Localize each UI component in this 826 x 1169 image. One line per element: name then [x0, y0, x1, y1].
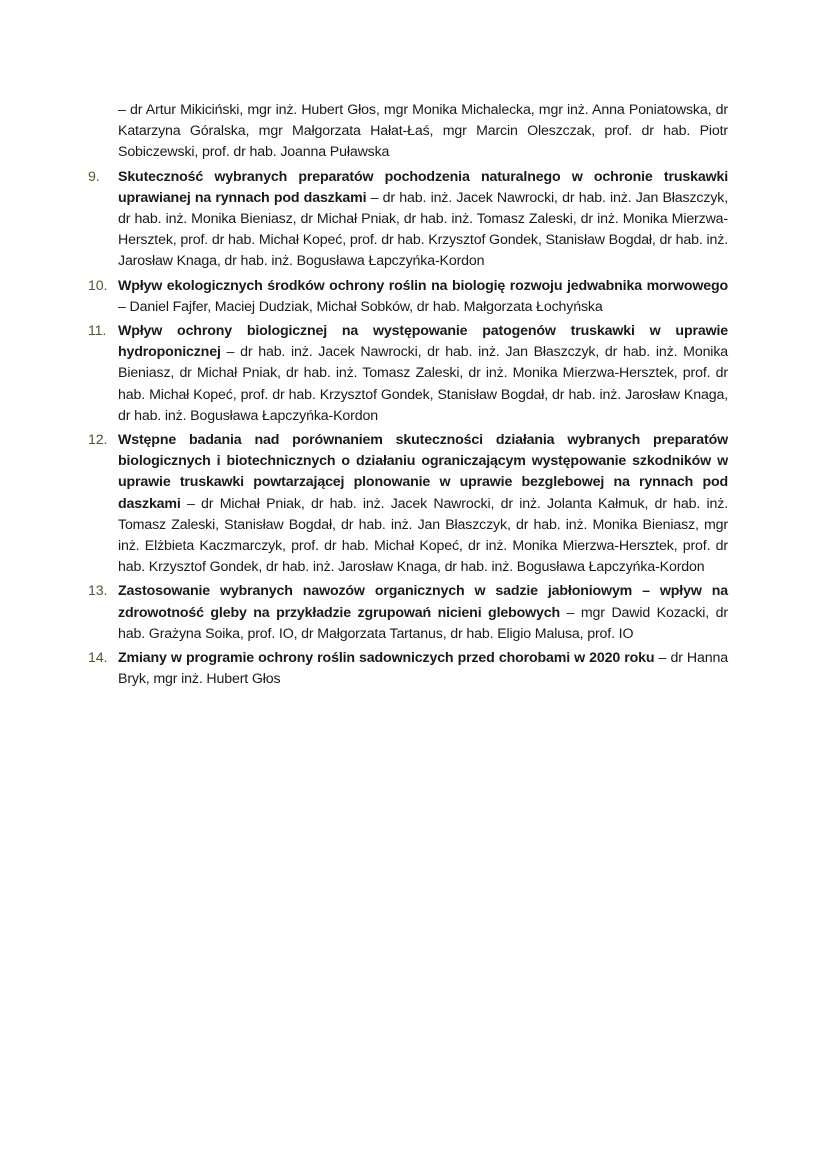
- item-authors: – dr Hanna Bryk, mgr inż. Hubert Głos: [118, 650, 728, 688]
- list-item: [88, 430, 728, 578]
- list-item: [88, 581, 728, 645]
- item-number: 13.: [88, 583, 108, 600]
- list-item: [88, 648, 728, 690]
- item-title: Wpływ ochrony biologicznej na występowanie patogenów truskawki w uprawie hydroponicznej: [118, 323, 728, 361]
- item-authors: – dr hab. inż. Jacek Nawrocki, dr hab. inż. Jan Błaszczyk, dr hab. inż. Monika Bieniasz, dr Michał Pniak, dr hab. inż. Tomasz Zaleski, dr inż. Monika Mierzwa-Hersztek, prof. dr hab. Michał Kopeć, prof. dr hab. Krzysztof Gondek, Stanisław Bogdał, dr hab. inż. Jarosław Knaga, dr hab. inż. Bogusława Łapczyńka-Kordon: [118, 344, 728, 424]
- presentation-list: [88, 100, 728, 693]
- item-authors: – mgr Dawid Kozacki, dr hab. Grażyna Soika, prof. IO, dr Małgorzata Tartanus, dr hab. Eligio Malusa, prof. IO: [118, 604, 728, 642]
- item-authors: – dr hab. inż. Jacek Nawrocki, dr hab. inż. Jan Błaszczyk, dr hab. inż. Monika Bieniasz, dr Michał Pniak, dr hab. inż. Tomasz Zaleski, dr inż. Monika Mierzwa-Hersztek, prof. dr hab. Michał Kopeć, prof. dr hab. Krzysztof Gondek, Stanisław Bogdał, dr hab. inż. Jarosław Knaga, dr hab. inż. Bogusława Łapczyńka-Kordon: [118, 189, 728, 270]
- item-title: Zastosowanie wybranych nawozów organicznych w sadzie jabłoniowym – wpływ na zdrowotność gleby na przykładzie zgrupowań nicieni glebowych: [118, 583, 728, 621]
- item-authors: – dr Michał Pniak, dr hab. inż. Jacek Nawrocki, dr inż. Jolanta Kałmuk, dr hab. inż. Tomasz Zaleski, Stanisław Bogdał, dr hab. inż. Jan Błaszczyk, dr hab. inż. Monika Bieniasz, mgr inż. Elżbieta Kaczmarczyk, prof. dr hab. Michał Kopeć, dr inż. Monika Mierzwa-Hersztek, prof. dr hab. Krzysztof Gondek, dr hab. inż. Jarosław Knaga, dr hab. inż. Bogusława Łapczyńka-Kordon: [118, 495, 728, 576]
- list-item: [88, 321, 728, 427]
- item-number: 14.: [88, 650, 108, 667]
- list-item: [88, 276, 728, 318]
- item-title: Wstępne badania nad porównaniem skuteczności działania wybranych preparatów biologicznych i biotechnicznych o działaniu ograniczającym występowanie szkodników w uprawie truskawki powtarzającej plonowanie w uprawie bezglebowej na rynnach pod daszkami: [118, 432, 728, 512]
- item-number: 12.: [88, 432, 108, 449]
- item-title: Zmiany w programie ochrony roślin sadowniczych przed chorobami w 2020 roku: [118, 650, 655, 667]
- item-authors: – Daniel Fajfer, Maciej Dudziak, Michał Sobków, dr hab. Małgorzata Łochyńska: [118, 298, 603, 315]
- continued-authors: – dr Artur Mikiciński, mgr inż. Hubert Głos, mgr Monika Michalecka, mgr inż. Anna Poniatowska, dr Katarzyna Góralska, mgr Małgorzata Hałat-Łaś, mgr Marcin Oleszczak, prof. dr hab. Piotr Sobiczewski, prof. dr hab. Joanna Puławska: [118, 102, 728, 161]
- item-number: 10.: [88, 277, 108, 294]
- item-title: Wpływ ekologicznych środków ochrony roślin na biologię rozwoju jedwabnika morwowego: [118, 277, 728, 294]
- list-item: [88, 167, 728, 273]
- item-number: 11.: [88, 323, 107, 340]
- item-title: Skuteczność wybranych preparatów pochodzenia naturalnego w ochronie truskawki uprawianej na rynnach pod daszkami: [118, 168, 728, 206]
- item-number: 9.: [88, 168, 100, 185]
